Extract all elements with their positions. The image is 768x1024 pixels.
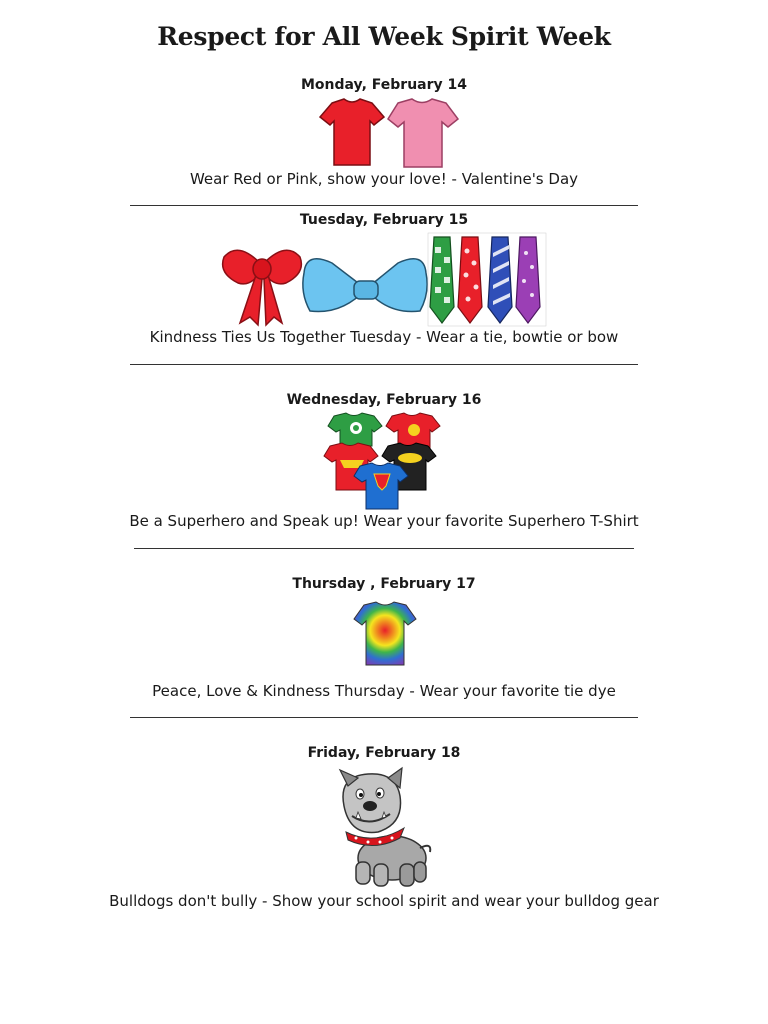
neckties-icon — [428, 233, 546, 326]
bulldog-image — [334, 766, 434, 888]
monday-description: Wear Red or Pink, show your love! - Valentine's Day — [189, 170, 579, 188]
thursday-date: Thursday , February 17 — [292, 576, 476, 592]
blue-bowtie-icon — [303, 259, 427, 312]
thursday-description: Peace, Love & Kindness Thursday - Wear your favorite tie dye — [152, 682, 616, 700]
divider — [134, 548, 634, 549]
red-bow-icon — [223, 250, 302, 325]
friday-description: Bulldogs don't bully - Show your school spirit and wear your bulldog gear — [109, 892, 659, 910]
friday-date: Friday, February 18 — [307, 745, 461, 761]
tuesday-date: Tuesday, February 15 — [299, 212, 469, 228]
tie-dye-shirt-image — [352, 601, 418, 669]
wednesday-date: Wednesday, February 16 — [286, 392, 482, 408]
ties-and-bows-image — [220, 233, 550, 328]
monday-date: Monday, February 14 — [300, 77, 467, 93]
wednesday-description: Be a Superhero and Speak up! Wear your favorite Superhero T-Shirt — [129, 512, 639, 530]
superhero-shirts-image — [326, 412, 442, 510]
divider — [130, 717, 638, 718]
divider — [130, 364, 638, 365]
divider — [130, 205, 638, 206]
tuesday-description: Kindness Ties Us Together Tuesday - Wear a tie, bowtie or bow — [149, 328, 619, 346]
page-title: Respect for All Week Spirit Week — [157, 22, 611, 51]
red-pink-shirts-image — [318, 97, 458, 169]
